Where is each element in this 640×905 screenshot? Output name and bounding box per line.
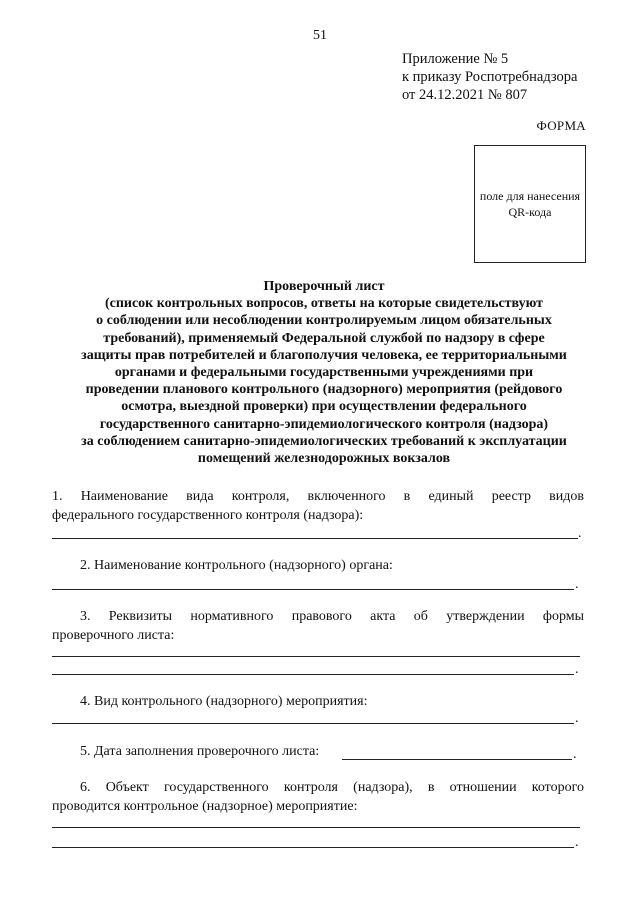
item-4-heading: 4. Вид контрольного (надзорного) мероприятия: — [80, 694, 368, 709]
qr-code-field — [474, 145, 586, 263]
title-line: органами и федеральными государственными учреждениями при — [114, 365, 534, 381]
line-end-dot: . — [578, 526, 582, 541]
item-3-answer-line-2[interactable] — [52, 674, 574, 675]
appendix-reference — [402, 50, 577, 104]
qr-code-field-label: поле для нанесения QR-кода — [479, 189, 581, 219]
item-6-heading-cont: проводится контрольное (надзорное) мероприятие: — [52, 799, 358, 814]
item-1-heading: 1. Наименование вида контроля, включенного в единый реестр видов — [52, 489, 584, 504]
page-number: 51 — [313, 28, 327, 43]
item-2-heading: 2. Наименование контрольного (надзорного) органа: — [80, 558, 393, 573]
document-title — [40, 278, 608, 467]
item-6-answer-line-2[interactable] — [52, 847, 574, 848]
fill-date-answer-line[interactable] — [342, 759, 572, 760]
title-line: проведении планового контрольного (надзорного) мероприятия (рейдового — [85, 382, 563, 398]
title-line: государственного санитарно-эпидемиологического контроля (надзора) — [99, 416, 549, 432]
title-line: осмотра, выездной проверки) при осуществлении федерального — [121, 399, 527, 415]
item-6-answer-line-1[interactable] — [52, 827, 580, 828]
appendix-date: от 24.12.2021 № 807 — [402, 87, 528, 103]
item-1-answer-line[interactable] — [52, 538, 578, 539]
title-line: требований), применяемый Федеральной службой по надзору в сфере — [103, 330, 545, 346]
item-3-answer-line-1[interactable] — [52, 656, 580, 657]
form-label: ФОРМА — [536, 118, 586, 133]
item-3-heading: 3. Реквизиты нормативного правового акта об утверждении формы — [80, 609, 584, 624]
line-end-dot: . — [573, 747, 577, 762]
title-line: (список контрольных вопросов, ответы на которые свидетельствуют — [104, 296, 544, 312]
item-6-heading: 6. Объект государственного контроля (надзора), в отношении которого — [80, 780, 584, 795]
title-line: о соблюдении или несоблюдении контролируемым лицом обязательных — [96, 313, 552, 329]
line-end-dot: . — [575, 835, 579, 850]
line-end-dot: . — [575, 711, 579, 726]
title-line: помещений железнодорожных вокзалов — [197, 451, 451, 467]
title-line: за соблюдением санитарно-эпидемиологических требований к эксплуатации — [81, 433, 567, 449]
item-2-answer-line[interactable] — [52, 589, 574, 590]
item-1-heading-cont: федерального государственного контроля (надзора): — [52, 508, 364, 523]
line-end-dot: . — [575, 662, 579, 677]
item-3-heading-cont: проверочного листа: — [52, 628, 175, 643]
item-4-answer-line[interactable] — [52, 723, 574, 724]
appendix-order: к приказу Роспотребнадзора — [402, 69, 578, 85]
title-line: защиты прав потребителей и благополучия человека, ее территориальными — [81, 347, 567, 363]
title-line: Проверочный лист — [263, 279, 385, 294]
appendix-number: Приложение № 5 — [402, 51, 509, 67]
item-5-heading: 5. Дата заполнения проверочного листа: — [80, 744, 320, 759]
line-end-dot: . — [575, 577, 579, 592]
